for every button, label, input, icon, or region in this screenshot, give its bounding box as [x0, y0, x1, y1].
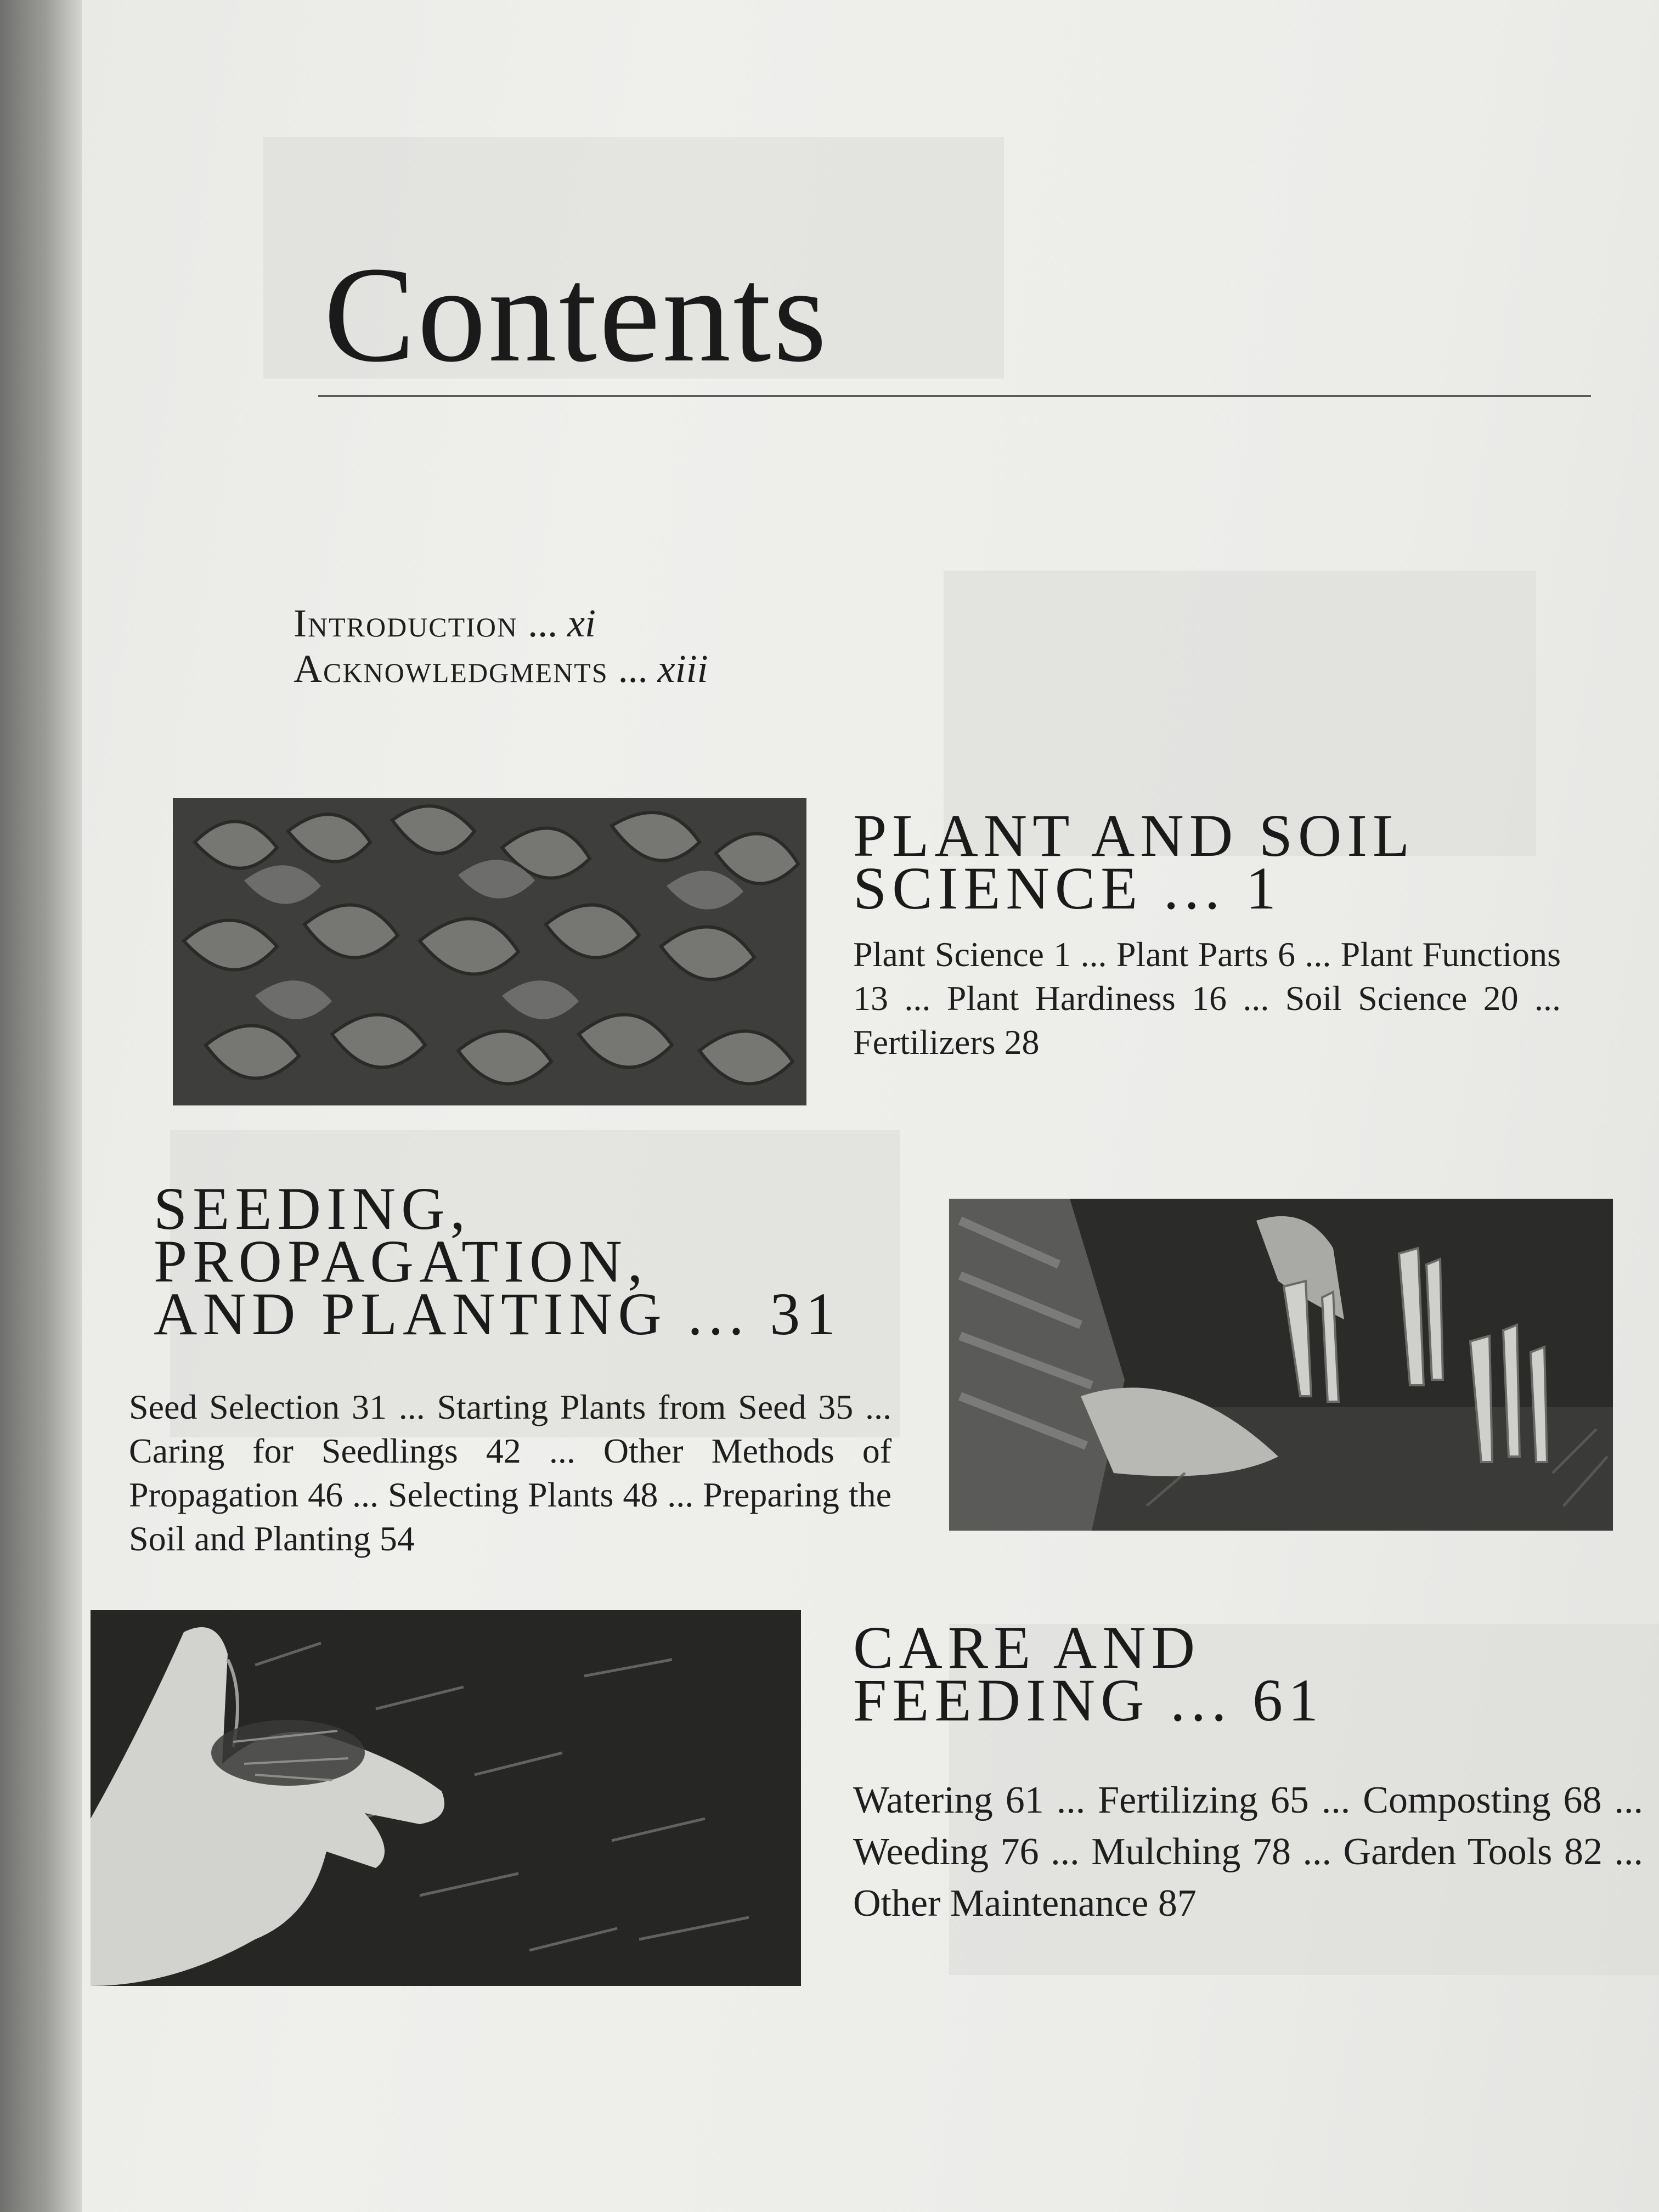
front-matter-page: xiii	[657, 647, 708, 691]
section-title-line: AND PLANTING	[154, 1280, 667, 1347]
leader-dots: ...	[1163, 855, 1226, 922]
title-rule	[318, 395, 1591, 397]
leader-dots: ...	[618, 647, 648, 691]
front-matter-label: Acknowledgments	[294, 647, 608, 691]
contents-page	[82, 0, 1659, 2212]
leaves-photo	[173, 798, 806, 1105]
section-title-line: FEEDING	[853, 1667, 1150, 1734]
section-page: 1	[1245, 855, 1282, 922]
front-matter-acknowledgments	[294, 646, 708, 692]
section-topics-seeding: Seed Selection 31 ... Starting Plants from Seed 35 ... Caring for Seedlings 42 ... Other Methods of Propagation 46 ... Selecting Plants 48 ... Preparing the Soil and Planting 54	[129, 1387, 891, 1558]
front-matter-page: xi	[567, 601, 596, 645]
section-title-line: SCIENCE	[853, 855, 1143, 922]
section-heading-seeding	[154, 1175, 842, 1347]
section-title-line: CARE AND	[853, 1614, 1201, 1681]
section-heading-plant-soil	[853, 802, 1415, 922]
section-title-line: SEEDING,	[154, 1175, 471, 1242]
hands-planting-bulbs-photo	[949, 1199, 1613, 1531]
page-title: Contents	[324, 239, 829, 391]
front-matter-label: Introduction	[294, 601, 518, 645]
section-title-line: PLANT AND SOIL	[853, 802, 1415, 869]
leader-dots: ...	[1170, 1667, 1232, 1734]
front-matter-introduction	[294, 601, 596, 646]
section-page: 31	[770, 1280, 842, 1347]
leader-dots: ...	[687, 1280, 749, 1347]
page-edge	[0, 0, 82, 2212]
section-title-line: PROPAGATION,	[154, 1228, 648, 1295]
gloved-hand-mulch-photo	[91, 1610, 801, 1986]
section-heading-care	[853, 1614, 1324, 1734]
section-page: 61	[1252, 1667, 1324, 1734]
leader-dots: ...	[528, 601, 558, 645]
section-topics-care: Watering 61 ... Fertilizing 65 ... Composting 68 ... Weeding 76 ... Mulching 78 ... Garden Tools 82 ... Other Maintenance 87	[853, 1779, 1643, 1925]
section-topics-plant-soil: Plant Science 1 ... Plant Parts 6 ... Plant Functions 13 ... Plant Hardiness 16 ... Soil Science 20 ... Fertilizers 28	[853, 935, 1561, 1062]
